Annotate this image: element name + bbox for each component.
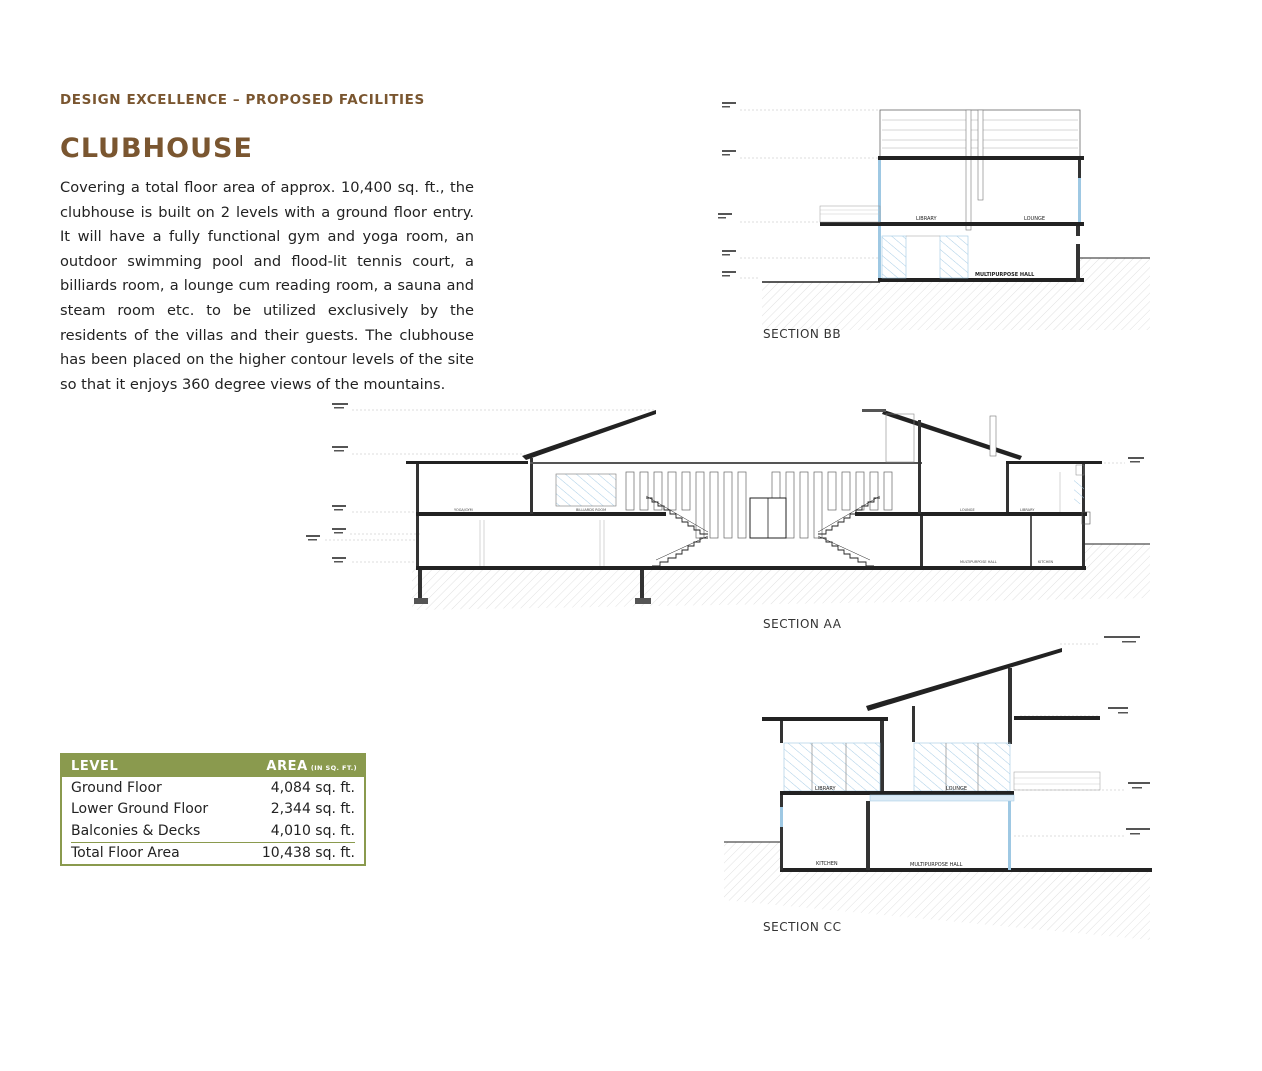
area-unit-label: (IN SQ. FT.) [310,763,357,772]
area-column-header: AREA (IN SQ. FT.) [266,758,357,774]
row-area: 2,344 sq. ft. [270,801,355,818]
area-table [60,753,366,866]
bb-lounge-label: LOUNGE [1024,216,1045,222]
row-level: Ground Floor [71,779,162,796]
page-kicker: DESIGN EXCELLENCE – PROPOSED FACILITIES [60,92,425,108]
aa-yoga-label: YOGA/GYM [454,508,473,512]
table-row [71,777,355,799]
table-row [71,820,355,842]
total-level: Total Floor Area [71,845,180,862]
level-column-header: LEVEL [71,758,119,774]
section-bb-drawing [718,102,1150,330]
bb-library-label: LIBRARY [916,216,937,222]
page-title: CLUBHOUSE [60,133,253,164]
row-level: Balconies & Decks [71,822,201,839]
row-area: 4,010 sq. ft. [270,822,355,839]
row-area: 4,084 sq. ft. [270,779,355,796]
table-row [71,799,355,821]
area-table-header [62,755,364,777]
description-paragraph: Covering a total floor area of approx. 10,400 sq. ft., the clubhouse is built on 2 levels with a ground floor entry. It will have a fully functional gym and yoga room, an outdoor swimming pool and flood-lit tennis court, a billiards room, a lounge cum reading room, a sauna and steam room etc. to be utilized exclusively by the residents of the villas and their guests. The clubhouse has been placed on the higher contour levels of the site so that it enjoys 360 degree views of the mountains. [60,179,474,393]
section-aa-caption: SECTION AA [763,617,842,631]
bb-hall-label: MULTIPURPOSE HALL [975,272,1035,278]
cc-hall-label: MULTIPURPOSE HALL [910,862,963,868]
aa-hall-label: MULTIPURPOSE HALL [960,560,997,564]
section-cc-drawing [724,636,1152,940]
cc-lounge-label: LOUNGE [946,786,967,792]
total-area: 10,438 sq. ft. [261,845,355,862]
cc-library-label: LIBRARY [815,786,836,792]
section-cc-caption: SECTION CC [763,920,842,934]
section-bb-caption: SECTION BB [763,327,842,341]
table-total-row [71,842,355,865]
aa-billiards-label: BILLIARDS ROOM [576,508,607,512]
aa-kitchen-label: KITCHEN [1038,560,1054,564]
aa-library-label: LIBRARY [1020,508,1035,512]
aa-lounge-label: LOUNGE [960,508,975,512]
row-level: Lower Ground Floor [71,801,209,818]
cc-kitchen-label: KITCHEN [816,861,838,867]
section-aa-drawing [306,403,1150,610]
